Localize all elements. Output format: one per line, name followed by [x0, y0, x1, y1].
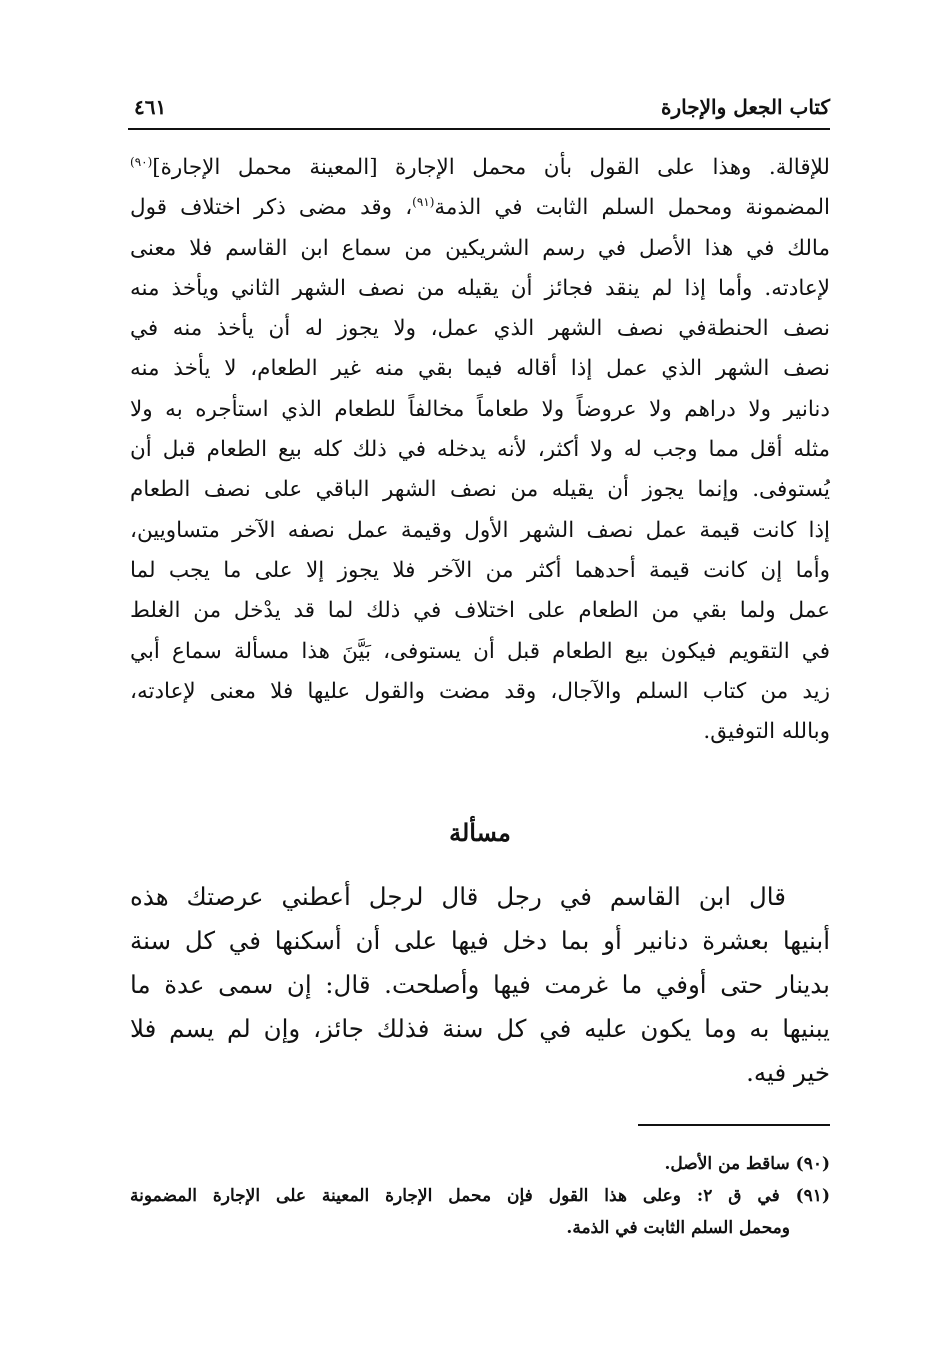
- running-title: كتاب الجعل والإجارة: [661, 95, 830, 119]
- text-line: دنانير ولا دراهم ولا عروضاً ولا طعاماً مخالفاً للطعام الذي استأجره به ولا: [130, 396, 830, 422]
- text-line-last: وبالله التوفيق.: [703, 719, 830, 745]
- text-line: مثله أقل مما وجب له ولا أكثر، لأنه يدخله في ذلك كله بيع الطعام قبل أن: [130, 437, 830, 463]
- header-rule: [128, 128, 830, 130]
- text-line-1-content: للإقالة. وهذا على القول بأن محمل الإجارة [المعينة محمل الإجارة]: [152, 155, 830, 180]
- text-line: مالك في هذا الأصل في رسم الشريكين من سماع ابن القاسم فلا معنى: [130, 235, 830, 261]
- section-line: بدينار حتى أوفي ما غرمت فيها وأصلحت. قال: إن سمى عدة ما: [130, 970, 830, 999]
- footnote-ref-91: (٩١): [412, 195, 435, 210]
- page-number: ٤٦١: [134, 95, 167, 119]
- text-line-2-content-a: المضمونة ومحمل السلم الثابت في الذمة: [434, 195, 830, 221]
- footnote-ref-90: (٩٠): [130, 154, 153, 169]
- text-line: يُستوفى. وإنما يجوز أن يقيله من نصف الشهر الباقي على نصف الطعام: [130, 477, 830, 503]
- footnote-91-line-1: (٩١) في ق ٢: وعلى هذا القول فإن محمل الإجارة المعينة على الإجارة المضمونة: [130, 1186, 830, 1206]
- text-line: لإعادته. وأما إذا لم ينقد فجائز أن يقيله من نصف الشهر الثاني ويأخذ منه: [130, 275, 830, 301]
- text-line: وأما إن كانت قيمة أحدهما أكثر من الآخر فلا يجوز إلا على ما يجب لما: [130, 557, 830, 583]
- text-line-2-content-b: ، وقد مضى ذكر اختلاف قول: [130, 195, 413, 221]
- section-line: قال ابن القاسم في رجل قال لرجل أعطني عرصتك هذه: [130, 882, 786, 911]
- footnote-91-line-2: ومحمل السلم الثابت في الذمة.: [566, 1218, 790, 1238]
- footnotes: [130, 1148, 830, 1244]
- text-line: زيد من كتاب السلم والآجال، وقد مضت والقول عليها فلا معنى لإعادته،: [130, 678, 830, 704]
- section-line: يبنيها به وما يكون عليه في كل سنة فذلك جائز، وإن لم يسم فلا: [130, 1014, 830, 1043]
- footnote-rule: [638, 1124, 830, 1126]
- section-line-last: خير فيه.: [746, 1058, 830, 1087]
- text-line: إذا كانت قيمة عمل نصف الشهر الأول وقيمة عمل نصفه الآخر متساويين،: [130, 517, 830, 543]
- text-line: نصف الحنطةفي نصف الشهر الذي عمل، ولا يجوز له أن يأخذ منه في: [130, 316, 830, 342]
- section-line: أبنيها بعشرة دنانير أو بما دخل فيها على أن أسكنها في كل سنة: [130, 926, 830, 955]
- text-line: نصف الشهر الذي عمل إذا أقاله فيما بقي منه غير الطعام، لا يأخذ منه: [130, 356, 830, 382]
- section-heading: مسألة: [449, 818, 511, 847]
- text-line: في التقويم فيكون بيع الطعام قبل أن يستوفى، بَيَّنَ هذا مسألة سماع أبي: [130, 638, 830, 664]
- text-line: عمل ولما بقي من الطعام على اختلاف في ذلك لما قد يدْخل من الغلط: [130, 598, 830, 624]
- text-line-1: [130, 148, 830, 188]
- running-header: [128, 95, 830, 129]
- main-paragraph: [130, 148, 830, 752]
- section-paragraph: [130, 875, 830, 1095]
- text-line-2: [130, 188, 830, 228]
- footnote-90: (٩٠) ساقط من الأصل.: [664, 1154, 830, 1174]
